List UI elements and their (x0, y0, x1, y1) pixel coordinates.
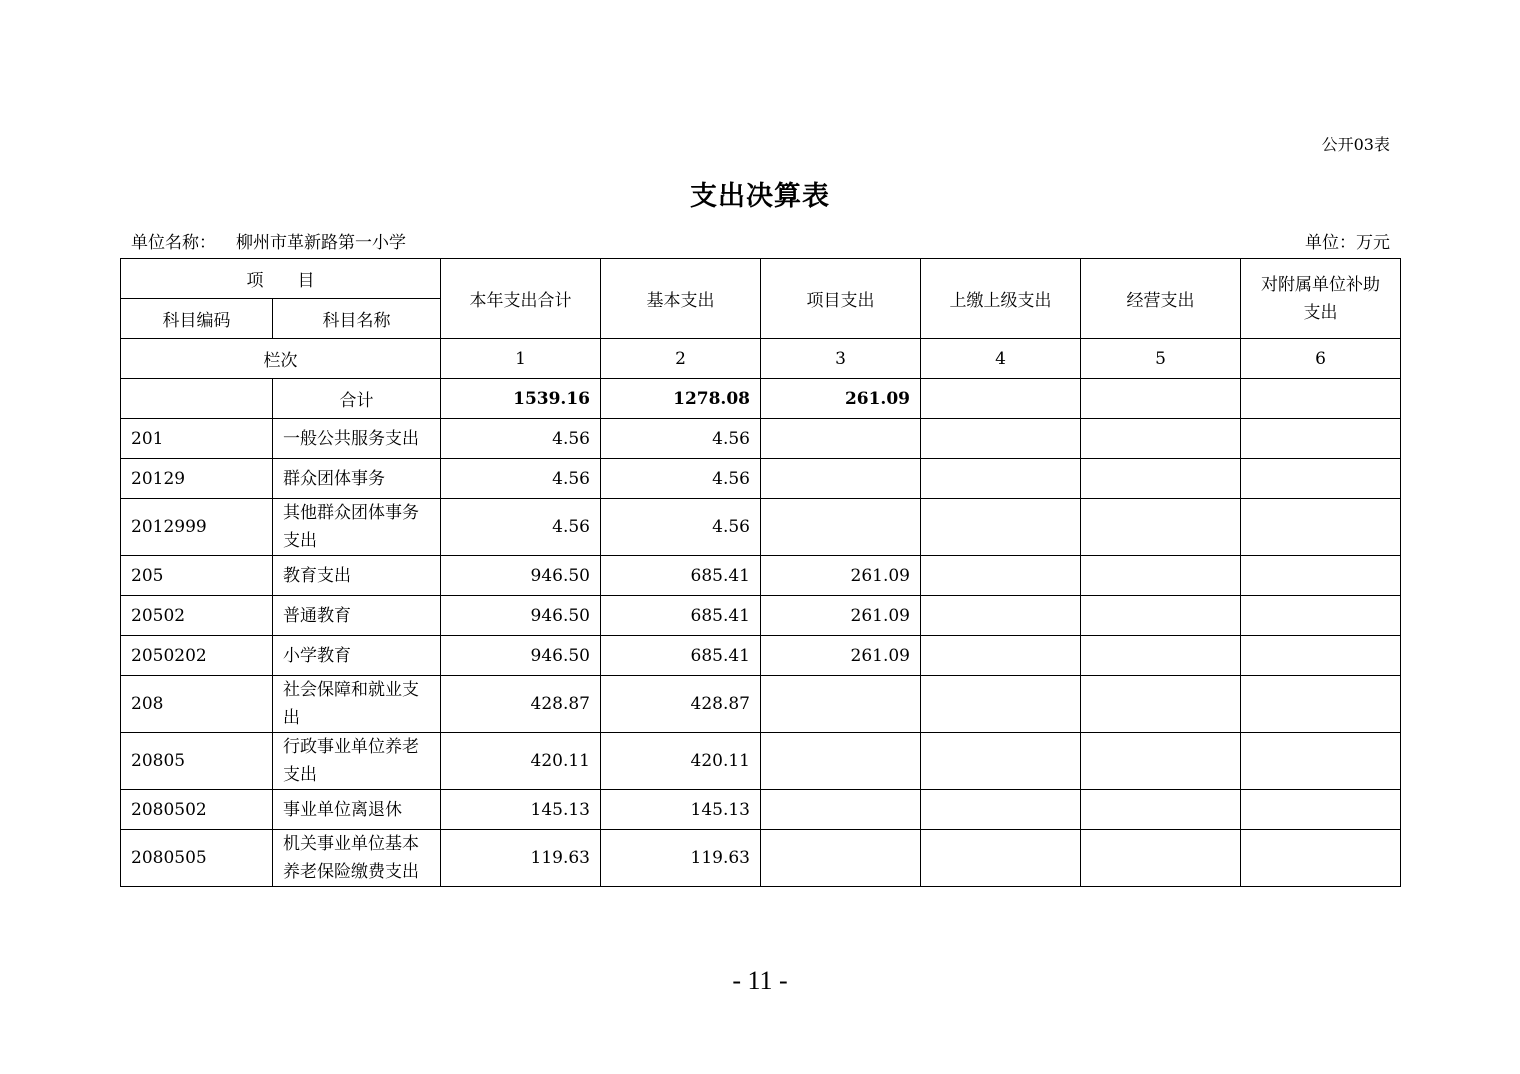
header-col-remit: 上缴上级支出 (921, 259, 1081, 339)
row-c1: 4.56 (441, 459, 601, 499)
row-c3 (761, 499, 921, 556)
row-c1: 420.11 (441, 733, 601, 790)
row-name: 行政事业单位养老支出 (273, 733, 441, 790)
row-c2: 685.41 (601, 556, 761, 596)
col-num: 3 (761, 339, 921, 379)
table-row (121, 556, 1401, 596)
row-c5 (1081, 733, 1241, 790)
row-c4 (921, 499, 1081, 556)
row-c3 (761, 419, 921, 459)
row-c5 (1081, 556, 1241, 596)
table-row (121, 733, 1401, 790)
row-c2: 145.13 (601, 790, 761, 830)
row-name: 事业单位离退休 (273, 790, 441, 830)
row-c1: 4.56 (441, 499, 601, 556)
row-c5 (1081, 459, 1241, 499)
unit-name-value: 柳州市革新路第一小学 (236, 233, 406, 253)
row-c6 (1241, 830, 1401, 887)
row-c2: 4.56 (601, 419, 761, 459)
table-row (121, 790, 1401, 830)
row-c6 (1241, 556, 1401, 596)
row-c4 (921, 419, 1081, 459)
row-code: 2080502 (121, 790, 273, 830)
row-c3 (761, 676, 921, 733)
form-number: 公开03表 (1321, 135, 1390, 154)
row-c1: 4.56 (441, 419, 601, 459)
row-c2: 685.41 (601, 636, 761, 676)
row-c1: 145.13 (441, 790, 601, 830)
row-c4 (921, 676, 1081, 733)
row-c6 (1241, 676, 1401, 733)
row-c5 (1081, 596, 1241, 636)
total-c4 (921, 379, 1081, 419)
row-c2: 428.87 (601, 676, 761, 733)
row-c3 (761, 830, 921, 887)
header-col-subsidy: 对附属单位补助支出 (1241, 259, 1401, 339)
row-c3 (761, 733, 921, 790)
row-c6 (1241, 790, 1401, 830)
total-c2: 1278.08 (601, 379, 761, 419)
row-c2: 119.63 (601, 830, 761, 887)
row-c1: 946.50 (441, 596, 601, 636)
row-name: 教育支出 (273, 556, 441, 596)
header-row-1 (121, 259, 1401, 299)
row-c4 (921, 556, 1081, 596)
total-c5 (1081, 379, 1241, 419)
header-name: 科目名称 (273, 299, 441, 339)
row-name: 社会保障和就业支出 (273, 676, 441, 733)
col-num: 1 (441, 339, 601, 379)
unit-name-line (131, 228, 406, 253)
table-row (121, 636, 1401, 676)
expenditure-table (120, 258, 1401, 887)
row-c3: 261.09 (761, 636, 921, 676)
table-row (121, 459, 1401, 499)
col-num: 6 (1241, 339, 1401, 379)
row-name: 机关事业单位基本养老保险缴费支出 (273, 830, 441, 887)
column-number-row (121, 339, 1401, 379)
row-code: 2080505 (121, 830, 273, 887)
col-num: 4 (921, 339, 1081, 379)
row-name: 小学教育 (273, 636, 441, 676)
header-col-basic: 基本支出 (601, 259, 761, 339)
row-c3 (761, 459, 921, 499)
total-row (121, 379, 1401, 419)
row-c1: 946.50 (441, 556, 601, 596)
row-c1: 119.63 (441, 830, 601, 887)
row-c5 (1081, 499, 1241, 556)
table-row (121, 830, 1401, 887)
page-number: - 11 - (732, 966, 788, 995)
row-c5 (1081, 830, 1241, 887)
row-c1: 946.50 (441, 636, 601, 676)
table-row (121, 596, 1401, 636)
row-c1: 428.87 (441, 676, 601, 733)
table-row (121, 419, 1401, 459)
total-c1: 1539.16 (441, 379, 601, 419)
row-code: 2012999 (121, 499, 273, 556)
row-c2: 4.56 (601, 499, 761, 556)
page-title: 支出决算表 (690, 181, 830, 212)
row-c6 (1241, 636, 1401, 676)
header-code: 科目编码 (121, 299, 273, 339)
row-c5 (1081, 676, 1241, 733)
row-c4 (921, 636, 1081, 676)
row-c4 (921, 733, 1081, 790)
row-name: 普通教育 (273, 596, 441, 636)
total-c6 (1241, 379, 1401, 419)
row-code: 201 (121, 419, 273, 459)
row-c4 (921, 830, 1081, 887)
row-c5 (1081, 636, 1241, 676)
total-label: 合计 (273, 379, 441, 419)
table-row (121, 676, 1401, 733)
row-c5 (1081, 419, 1241, 459)
currency-unit: 单位：万元 (1305, 233, 1390, 253)
row-name: 群众团体事务 (273, 459, 441, 499)
row-c5 (1081, 790, 1241, 830)
row-c4 (921, 790, 1081, 830)
row-c3: 261.09 (761, 596, 921, 636)
header-col-total: 本年支出合计 (441, 259, 601, 339)
row-c6 (1241, 459, 1401, 499)
row-c2: 4.56 (601, 459, 761, 499)
row-code: 20129 (121, 459, 273, 499)
row-c6 (1241, 596, 1401, 636)
row-c6 (1241, 733, 1401, 790)
row-name: 其他群众团体事务支出 (273, 499, 441, 556)
column-number-label: 栏次 (121, 339, 441, 379)
row-c2: 685.41 (601, 596, 761, 636)
row-code: 20805 (121, 733, 273, 790)
row-c4 (921, 459, 1081, 499)
table-row (121, 499, 1401, 556)
row-c6 (1241, 419, 1401, 459)
total-c3: 261.09 (761, 379, 921, 419)
row-c3: 261.09 (761, 556, 921, 596)
row-code: 205 (121, 556, 273, 596)
header-item: 项 目 (121, 259, 441, 299)
row-code: 208 (121, 676, 273, 733)
row-c3 (761, 790, 921, 830)
row-code: 20502 (121, 596, 273, 636)
row-c4 (921, 596, 1081, 636)
header-col-project: 项目支出 (761, 259, 921, 339)
col-num: 5 (1081, 339, 1241, 379)
row-c6 (1241, 499, 1401, 556)
row-name: 一般公共服务支出 (273, 419, 441, 459)
row-code: 2050202 (121, 636, 273, 676)
header-col-business: 经营支出 (1081, 259, 1241, 339)
unit-name-label: 单位名称： (131, 233, 216, 253)
row-c2: 420.11 (601, 733, 761, 790)
col-num: 2 (601, 339, 761, 379)
total-code (121, 379, 273, 419)
